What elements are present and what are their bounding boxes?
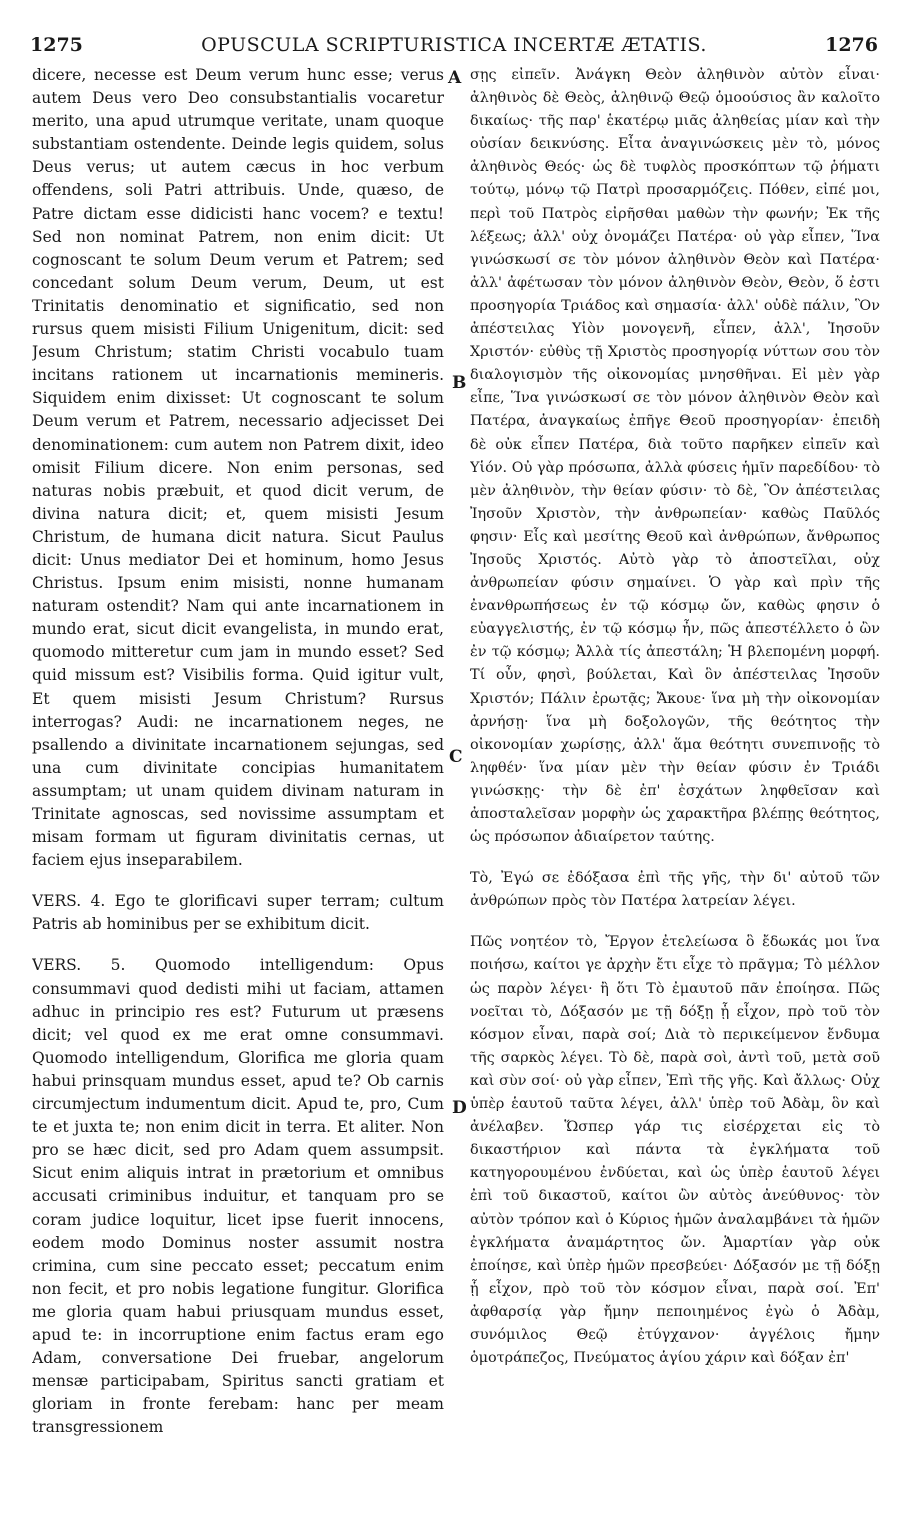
greek-paragraph-vers-4: Τὸ, Ἐγώ σε ἐδόξασα ἐπὶ τῆς γῆς, τὴν δι' αὐτοῦ τῶν ἀνθρώπων πρὸς τὸν Πατέρα λατρείαν λέγει. <box>470 870 880 910</box>
latin-paragraph-vers-4: VERS. 4. Ego te glorificavi super terram; cultum Patris ab hominibus per se exhibitum dicit. <box>32 892 444 934</box>
greek-paragraph-main: σῃς εἰπεῖν. Ἀνάγκη Θεὸν ἀληθινὸν αὐτὸν εἶναι· ἀληθινὸς δὲ Θεὸς, ἀληθινῷ Θεῷ ὁμοούσιος ἂν καλοῖτο δικαίως· τῆς παρ' ἑκατέρῳ μιᾶς ἀληθείας μίαν καὶ τὴν οὐσίαν δεικνύσης. Εἶτα ἀναγινώσκεις μὲν τὸ, μόνος ἀληθινὸς Θεός· ὡς δὲ τυφλὸς προσκόπτων τῷ ῥήματι τούτῳ, μόνῳ τῷ Πατρὶ προσαρμόζεις. Πόθεν, εἰπέ μοι, περὶ τοῦ Πατρὸς εἰρῆσθαι μαθὼν τὴν φωνήν; Ἐκ τῆς λέξεως; ἀλλ' οὐχ ὀνομάζει Πατέρα· οὐ γὰρ εἶπεν, Ἵνα γινώσκωσί σε τὸν μόνον ἀληθινὸν Θεὸν καὶ Πατέρα· ἀλλ' ἀφέτωσαν τὸν μόνον ἀληθινὸν Θεὸν, Θεὸν, ὅ ἐστι προσηγορία Τριάδος καὶ σημασία· ἀλλ' οὐδὲ πάλιν, Ὃν ἀπέστειλας Υἱὸν μονογενῆ, εἶπεν, ἀλλ', Ἰησοῦν Χριστόν· εὐθὺς τῇ Χριστὸς προσηγορίᾳ νύττων σου τὸν διαλογισμὸν τῆς οἰκονομίας μνησθῆναι. Εἰ μὲν γὰρ εἶπε, Ἵνα γινώσκωσί σε τὸν μόνον ἀληθινὸν Θεὸν καὶ Πατέρα, ἀναγκαίως ἐπῆγε Θεοῦ προσηγορίαν· ἐπειδὴ δὲ οὐκ εἶπεν Πατέρα, διὰ τοῦτο παρῆκεν εἰπεῖν καὶ Υἱόν. Οὐ γὰρ πρόσωπα, ἀλλὰ φύσεις ἡμῖν παρεδίδου· τὸ μὲν ἀληθινὸν, τὴν θείαν φύσιν· τὸ δὲ, Ὃν ἀπέστειλας Ἰησοῦν Χριστὸν, τὴν ἀνθρωπείαν· καθὼς Παῦλός φησιν· Εἷς καὶ μεσίτης Θεοῦ καὶ ἀνθρώπων, ἄνθρωπος Ἰησοῦς Χριστός. Αὐτὸ γὰρ τὸ ἀποστεῖλαι, οὐχ ἀνθρωπείαν φύσιν σημαίνει. Ὁ γὰρ καὶ πρὶν τῆς ἐνανθρωπήσεως ἐν τῷ κόσμῳ ὤν, καθὼς φησιν ὁ εὐαγγελιστής, ἐν τῷ κόσμῳ ἦν, πῶς ἀπεστέλλετο ὁ ὢν ἐν τῷ κόσμῳ; Ἀλλὰ τίς ἀπεστάλη; Ἡ βλεπομένη μορφή. Τί οὖν, φησὶ, βούλεται, Καὶ ὃν ἀπέστειλας Ἰησοῦν Χριστόν; Πάλιν ἐρωτᾷς; Ἄκουε· ἵνα μὴ τὴν οἰκονομίαν ἀρνήσῃ· ἵνα μὴ δοξολογῶν, τῆς θεότητος τὴν οἰκονομίαν χωρίσῃς, ἀλλ' ἅμα θεότητι συνεπινοῇς τὸ ληφθέν· ἵνα μίαν μὲν τὴν θείαν φύσιν ἐν Τριάδι γινώσκῃς· τὴν δὲ ἐπ' ἐσχάτων ληφθεῖσαν καὶ ἀποσταλεῖσαν μορφὴν ὡς χαρακτῆρα βλέπῃς θεότητος, ὡς πρόσωπον ἀδιαίρετον ταύτης. <box>470 67 880 846</box>
latin-paragraph-vers-5: VERS. 5. Quomodo intelligendum: Opus consummavi quod dedisti mihi ut faciam, attamen adhuc in principio res est? Futurum ut præsens dicit; vel quod ex me erat omne consummavi. Quomodo intelligendum, Glorifica me gloria quam habui prinsquam mundus esset, apud te? Ob carnis circumjectum indumentum dicit. Apud te, pro, Cum te et juxta te; non enim dicit in terra. Et aliter. Non pro se hæc dicit, sed pro Adam quem assumpsit. Sicut enim aliquis intrat in prætorium et omnibus accusati criminibus induitur, et tanquam pro se coram judice loquitur, licet ipse fuerit innocens, eodem modo Dominus noster assumit nostra crimina, cum sine peccato esset; peccatum enim non fecit, et pro nobis legatione fungitur. Glorifica me gloria quam habui priusquam mundus esset, apud te: in incorruptione enim factus eram ego Adam, conversatione Dei fruebar, angelorum mensæ participabam, Spiritus sancti gratiam et gloriam in fronte ferebam: hanc per meam transgressionem <box>32 956 444 1437</box>
page-header <box>30 34 878 64</box>
greek-column <box>470 64 880 1504</box>
running-title: OPUSCULA SCRIPTURISTICA INCERTÆ ÆTATIS. <box>201 34 707 56</box>
section-marker-a: A <box>448 68 462 88</box>
greek-paragraph-vers-5: Πῶς νοητέον τὸ, Ἔργον ἐτελείωσα ὃ ἔδωκάς μοι ἵνα ποιήσω, καίτοι γε ἀρχὴν ἔτι εἶχε τὸ πρᾶγμα; Τὸ μέλλον ὡς παρὸν λέγει· ἢ ὅτι Τὸ ἐμαυτοῦ πᾶν ἐποίησα. Πῶς νοεῖται τὸ, Δόξασόν με τῇ δόξῃ ᾗ εἶχον, πρὸ τοῦ τὸν κόσμον εἶναι, παρὰ σοί; Διὰ τὸ περικείμενον ἔνδυμα τῆς σαρκὸς λέγει. Τὸ δὲ, παρὰ σοὶ, ἀντὶ τοῦ, μετὰ σοῦ καὶ σὺν σοί· οὐ γὰρ εἶπεν, Ἐπὶ τῆς γῆς. Καὶ ἄλλως· Οὐχ ὑπὲρ ἑαυτοῦ ταῦτα λέγει, ἀλλ' ὑπὲρ τοῦ Ἀδὰμ, ὃν καὶ ἀνέλαβεν. Ὥσπερ γάρ τις εἰσέρχεται εἰς τὸ δικαστήριον καὶ πάντα τὰ ἐγκλήματα τοῦ κατηγορουμένου ἐνδύεται, καὶ ὡς ὑπὲρ ἑαυτοῦ λέγει ἐπὶ τοῦ δικαστοῦ, καίτοι ὢν αὐτὸς ἀνεύθυνος· τὸν αὐτὸν τρόπον καὶ ὁ Κύριος ἡμῶν ἀναλαμβάνει τὰ ἡμῶν ἐγκλήματα ἀναμάρτητος ὤν. Ἁμαρτίαν γὰρ οὐκ ἐποίησε, καὶ ὑπὲρ ἡμῶν πρεσβεύει· Δόξασόν με τῇ δόξῃ ᾗ εἶχον, πρὸ τοῦ τὸν κόσμον εἶναι, παρὰ σοί. Ἐπ' ἀφθαρσίᾳ γὰρ ἤμην πεποιημένος ἐγὼ ὁ Ἀδὰμ, συνόμιλος Θεῷ ἐτύγχανον· ἀγγέλοις ἤμην ὁμοτράπεζος, Πνεύματος ἁγίου χάριν καὶ δόξαν ἐπ' <box>470 934 880 1367</box>
latin-paragraph-main: dicere, necesse est Deum verum hunc esse; verus autem Deus vero Deo consubstantialis vocaretur merito, una apud utrumque veritate, unam quoque substantiam ostendente. Deinde legis quidem, solus Deus verus; ut autem cæcus in hoc verbum offendens, soli Patri attribuis. Unde, quæso, de Patre dictam esse didicisti hanc vocem? e textu! Sed non nominat Patrem, non enim dicit: Ut cognoscant te solum Deum verum et Patrem; sed concedant solum Deum verum, Deum, ut est Trinitatis denominatio et significatio, sed non rursus quem misisti Filium Unigenitum, dicit: sed Jesum Christum; statim Christi vocabulo tuam incitans rationem ut incarnationis memineris. Siquidem enim dixisset: Ut cognoscant te solum Deum verum et Patrem, necessario adjecisset Dei denominationem: cum autem non Patrem dixit, ideo omisit Filium dicere. Non enim personas, sed naturas nobis præbuit, et quod dicit verum, de divina natura dicit; et, quem misisti Jesum Christum, de humana dicit natura. Sicut Paulus dicit: Unus mediator Dei et hominum, homo Jesus Christus. Ipsum enim misisti, nonne humanam naturam ostendit? Nam qui ante incarnationem in mundo erat, sicut dicit evangelista, in mundo erat, quomodo mitteretur cum jam in mundo esset? Sed quid missum est? Visibilis forma. Quid igitur vult, Et quem misisti Jesum Christum? Rursus interrogas? Audi: ne incarnationem neges, ne psallendo a divinitate incarnationem sejungas, sed una cum divinitate concipias humanitatem assumptam; ut unam quidem divinam naturam in Trinitate agnoscas, sed novissime assumptam et misam formam ut figuram divinitatis cernas, ut faciem ejus inseparabilem. <box>32 66 444 870</box>
latin-column <box>32 64 444 1504</box>
section-marker-b: B <box>452 373 467 393</box>
section-marker-c: C <box>449 747 463 767</box>
right-page-number: 1276 <box>825 34 878 56</box>
section-marker-d: D <box>452 1098 467 1118</box>
left-page-number: 1275 <box>30 34 83 56</box>
